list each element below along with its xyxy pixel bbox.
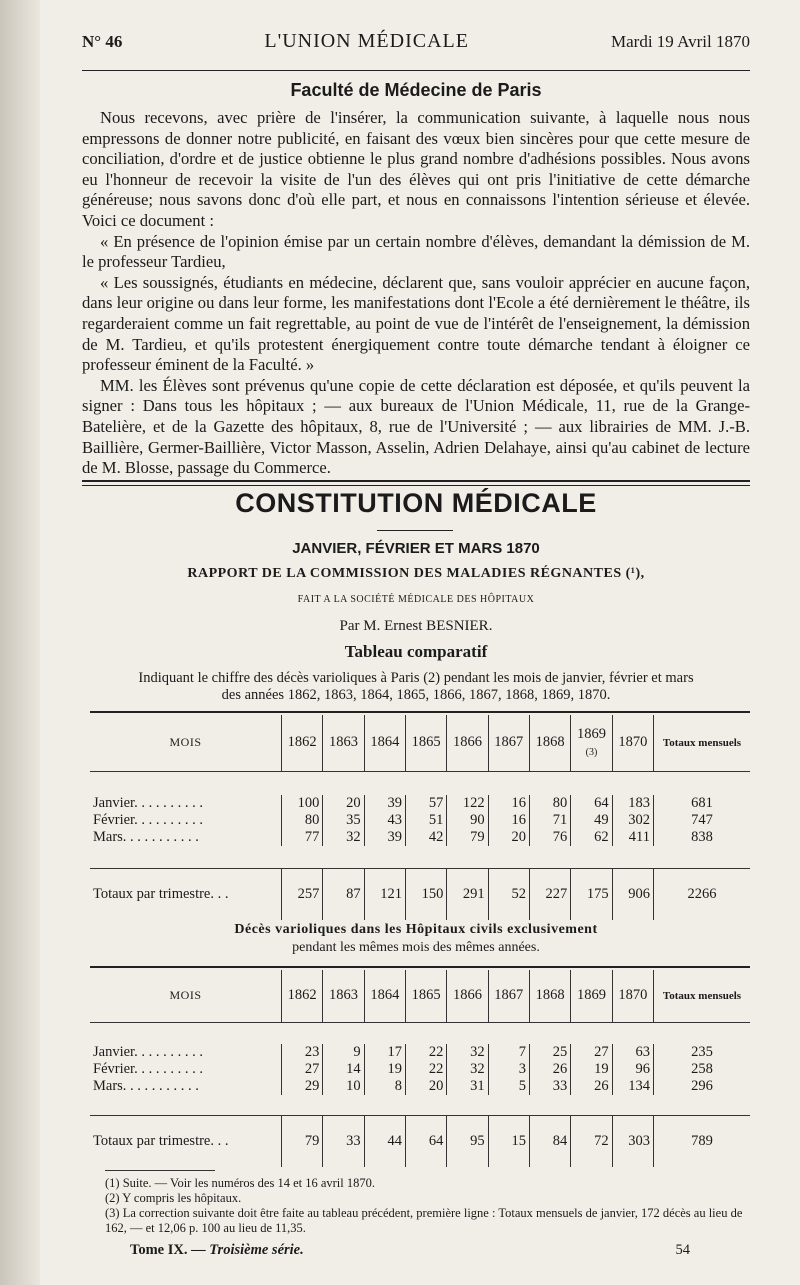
cell: 19 [364,1061,405,1078]
col-header-mois: MOIS [90,970,282,1022]
cell: 72 [571,1115,612,1167]
cell: 35 [323,812,364,829]
col-header-year: 1864 [364,715,405,771]
paragraph: « Les soussignés, étudiants en médecine, déclarent que, sans vouloir apprécier en aucune façon, dans leur origine ou dans leur forme, les manifestations dont l'Ecole a été dernièrement le théâtre, ils regarderaient comme un fait regrettable, au point de vue de l'intérêt de l'enseignement, la démission de M. Tardieu, et qu'ils protestent énergiquement contre toute démarche tendant à éloigner ce professeur éminent de la Faculté. » [82,272,750,375]
cell: 87 [323,868,364,920]
cell: 96 [612,1061,653,1078]
col-header-total: Totaux mensuels [654,715,751,771]
col-header-year: 1864 [364,970,405,1022]
fait-line: FAIT A LA SOCIÉTÉ MÉDICALE DES HÔPITAUX [297,594,535,605]
cell: 122 [447,795,488,812]
cell: 32 [447,1061,488,1078]
journal-title: L'UNION MÉDICALE [264,30,469,52]
caption-line: Décès varioliques dans les Hôpitaux civils exclusivement [234,922,598,937]
cell: 22 [405,1061,446,1078]
table-row [90,829,750,846]
cell: 16 [488,795,529,812]
cell: 80 [282,812,323,829]
col-header-year: 1867 [488,715,529,771]
cell: 39 [364,829,405,846]
col-header-year: 1869 [571,970,612,1022]
running-header [82,30,750,66]
cell: 49 [571,812,612,829]
table-row [90,1044,750,1061]
cell: 5 [488,1078,529,1095]
sum-row [90,868,750,920]
cell: 33 [323,1115,364,1167]
title-underline [377,530,453,531]
paragraph: Nous recevons, avec prière de l'insérer, la communication suivante, à laquelle nous nous empressons de donner notre publicité, en faisant des vœux bien sincères pour que cette mesure de conciliation, d'ordre et de justice obtienne le plus grand nombre d'adhésions possibles. Nous avons eu l'honneur de recevoir la visite de l'un des élèves qui ont pris l'initiative de cette démarche généreuse; nous savons donc d'où elle part, et nous en connaissons l'intention sérieuse et élevée. Voici ce document : [82,108,750,230]
row-label: Février. . . . . . . . . . [93,1061,203,1077]
cell: 257 [282,868,323,920]
paragraph: « En présence de l'opinion émise par un certain nombre d'élèves, demandant la démission de M. le professeur Tardieu, [82,231,750,272]
author-line: Par M. Ernest BESNIER. [339,618,493,634]
cell: 303 [612,1115,653,1167]
table-hopitaux [90,970,750,1167]
constitution-period: JANVIER, FÉVRIER ET MARS 1870 [292,540,540,557]
col-header-total: Totaux mensuels [654,970,751,1022]
binding-gutter [0,0,40,1285]
cell: 71 [529,812,570,829]
table-top-rule [90,711,750,713]
row-label: Mars. . . . . . . . . . . [93,829,199,845]
cell: 26 [529,1061,570,1078]
col-header-year: 1862 [282,715,323,771]
cell: 32 [447,1044,488,1061]
constitution-title: CONSTITUTION MÉDICALE [235,488,597,518]
cell: 20 [405,1078,446,1095]
cell-total: 296 [654,1078,751,1095]
cell: 150 [405,868,446,920]
cell: 80 [529,795,570,812]
serie-label: Troisième série. [209,1242,304,1258]
cell: 3 [488,1061,529,1078]
col-header-year: 1870 [612,970,653,1022]
intro-line: des années 1862, 1863, 1864, 1865, 1866, 1867, 1868, 1869, 1870. [221,687,611,703]
col-header-year: 1865 [405,970,446,1022]
cell: 44 [364,1115,405,1167]
cell: 32 [323,829,364,846]
cell: 76 [529,829,570,846]
col-header-year: 1868 [529,970,570,1022]
row-label: Totaux par trimestre. . . [90,1115,282,1167]
cell: 62 [571,829,612,846]
cell: 31 [447,1078,488,1095]
cell: 302 [612,812,653,829]
cell: 20 [323,795,364,812]
cell: 20 [488,829,529,846]
cell: 77 [282,829,323,846]
cell-total: 235 [654,1044,751,1061]
cell: 42 [405,829,446,846]
cell: 64 [405,1115,446,1167]
row-label: Janvier. . . . . . . . . . [93,1044,203,1060]
cell-total: 747 [654,812,751,829]
cell: 7 [488,1044,529,1061]
cell-total: 258 [654,1061,751,1078]
cell: 23 [282,1044,323,1061]
cell: 95 [447,1115,488,1167]
cell: 64 [571,795,612,812]
cell: 8 [364,1078,405,1095]
cell: 15 [488,1115,529,1167]
faculte-body [82,108,750,479]
cell: 39 [364,795,405,812]
sum-row [90,1115,750,1167]
row-label: Mars. . . . . . . . . . . [93,1078,199,1094]
cell-total: 789 [654,1115,751,1167]
table-paris [90,715,750,920]
paragraph: MM. les Élèves sont prévenus qu'une copie de cette déclaration est déposée, et qu'ils peuvent la signer : Dans tous les hôpitaux ; — aux bureaux de l'Union Médicale, 11, rue de la Grange-Batelière, et de la Gazette des hôpitaux, 8, rue de l'Université ; — aux librairies de MM. J.-B. Baillière, Germer-Baillière, Victor Masson, Asselin, Adrien Delahaye, ainsi qu'au cabinet de lecture de M. Blosse, passage du Commerce. [82,375,750,478]
cell-total: 681 [654,795,751,812]
table-top-rule [90,966,750,968]
col-header-year: 1866 [447,715,488,771]
table-row [90,1078,750,1095]
cell: 291 [447,868,488,920]
footnote: (1) Suite. — Voir les numéros des 14 et 16 avril 1870. [105,1176,375,1190]
table-row [90,795,750,812]
cell: 43 [364,812,405,829]
cell: 183 [612,795,653,812]
faculte-title: Faculté de Médecine de Paris [290,80,542,100]
cell: 27 [571,1044,612,1061]
cell: 227 [529,868,570,920]
cell: 22 [405,1044,446,1061]
cell: 63 [612,1044,653,1061]
cell-total: 2266 [654,868,751,920]
row-label: Janvier. . . . . . . . . . [93,795,203,811]
cell: 16 [488,812,529,829]
row-label: Totaux par trimestre. . . [90,868,282,920]
rapport-line: RAPPORT DE LA COMMISSION DES MALADIES RÉGNANTES (¹), [187,566,645,581]
col-header-year: 1868 [529,715,570,771]
section-rule [82,480,750,482]
tableau-title: Tableau comparatif [344,642,488,661]
page-footer [130,1242,690,1259]
cell: 121 [364,868,405,920]
intro-line: Indiquant le chiffre des décès varioliques à Paris (2) pendant les mois de janvier, février et mars [138,670,694,686]
volume-info [130,1242,304,1259]
section-rule-thin [82,485,750,486]
hopitaux-caption [82,921,750,957]
cell: 26 [571,1078,612,1095]
footnote-rule [105,1170,215,1171]
cell: 411 [612,829,653,846]
cell: 90 [447,812,488,829]
cell: 29 [282,1078,323,1095]
cell: 134 [612,1078,653,1095]
col-header-year [571,715,612,771]
footnotes [105,1176,755,1236]
cell: 10 [323,1078,364,1095]
caption-line: pendant les mêmes mois des mêmes années. [292,940,540,955]
col-header-year: 1863 [323,970,364,1022]
cell: 52 [488,868,529,920]
tome-label: Tome IX. — [130,1242,206,1258]
issue-number: N° 46 [82,32,123,51]
cell: 27 [282,1061,323,1078]
cell: 14 [323,1061,364,1078]
footnote: (2) Y compris les hôpitaux. [105,1191,242,1205]
cell: 9 [323,1044,364,1061]
row-label: Février. . . . . . . . . . [93,812,203,828]
page-number: 54 [675,1242,690,1258]
cell-total: 838 [654,829,751,846]
table-row [90,1061,750,1078]
cell: 19 [571,1061,612,1078]
tableau-intro [82,670,750,704]
cell: 57 [405,795,446,812]
header-rule [82,70,750,71]
cell: 100 [282,795,323,812]
issue-date: Mardi 19 Avril 1870 [611,32,750,51]
year-note: (3) [585,746,598,758]
col-header-year: 1862 [282,970,323,1022]
cell: 51 [405,812,446,829]
col-header-mois: MOIS [90,715,282,771]
cell: 33 [529,1078,570,1095]
table-row [90,812,750,829]
cell: 906 [612,868,653,920]
footnote: (3) La correction suivante doit être faite au tableau précédent, première ligne : Totaux mensuels de janvier, 172 décès au lieu de 162, — et 12,06 p. 100 au lieu de 11,35. [105,1206,743,1235]
col-header-year: 1870 [612,715,653,771]
col-header-year: 1866 [447,970,488,1022]
col-header-year: 1863 [323,715,364,771]
cell: 84 [529,1115,570,1167]
cell: 17 [364,1044,405,1061]
col-header-year: 1865 [405,715,446,771]
cell: 79 [282,1115,323,1167]
year-label: 1869 [576,725,606,742]
col-header-year: 1867 [488,970,529,1022]
cell: 175 [571,868,612,920]
cell: 25 [529,1044,570,1061]
cell: 79 [447,829,488,846]
